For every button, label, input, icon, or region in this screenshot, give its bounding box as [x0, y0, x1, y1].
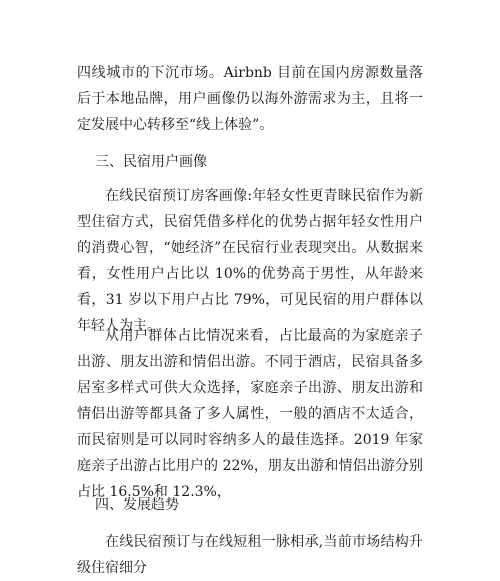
section-heading-trends: 四、发展趋势 [95, 497, 179, 513]
paragraph-guest-profile: 在线民宿预订房客画像:年轻女性更青睐民宿作为新型住宿方式，民宿凭借多样化的优势占据年轻女性用户的消费心智，“她经济”在民宿行业表现突出。从数据来看，女性用户占比以 10%的优势高于男性，从年龄来看，31 岁以下用户占比 79%，可见民宿的用户群体以年轻人为主。 [77, 188, 423, 334]
paragraph-trends: 在线民宿预订与在线短租一脉相承,当前市场结构升级住宿细分 [77, 534, 423, 576]
section-heading-user-profile: 三、民宿用户画像 [95, 154, 207, 170]
paragraph-user-groups: 从用户群体占比情况来看，占比最高的为家庭亲子出游、朋友出游和情侣出游。不同于酒店，民宿具备多居室多样式可供大众选择，家庭亲子出游、朋友出游和情侣出游等都具备了多人属性，一般的酒店不太适合，而民宿则是可以同时容纳多人的最佳选择。2019 年家庭亲子出游占比用户的 22%，朋友出游和情侣出游分别占比 16.5%和 12.3%， [77, 328, 423, 500]
paragraph-airbnb-market: 四线城市的下沉市场。Airbnb 目前在国内房源数量落后于本地品牌，用户画像仍以海外游需求为主，且将一定发展中心转移至“线上体验”。 [77, 65, 423, 133]
